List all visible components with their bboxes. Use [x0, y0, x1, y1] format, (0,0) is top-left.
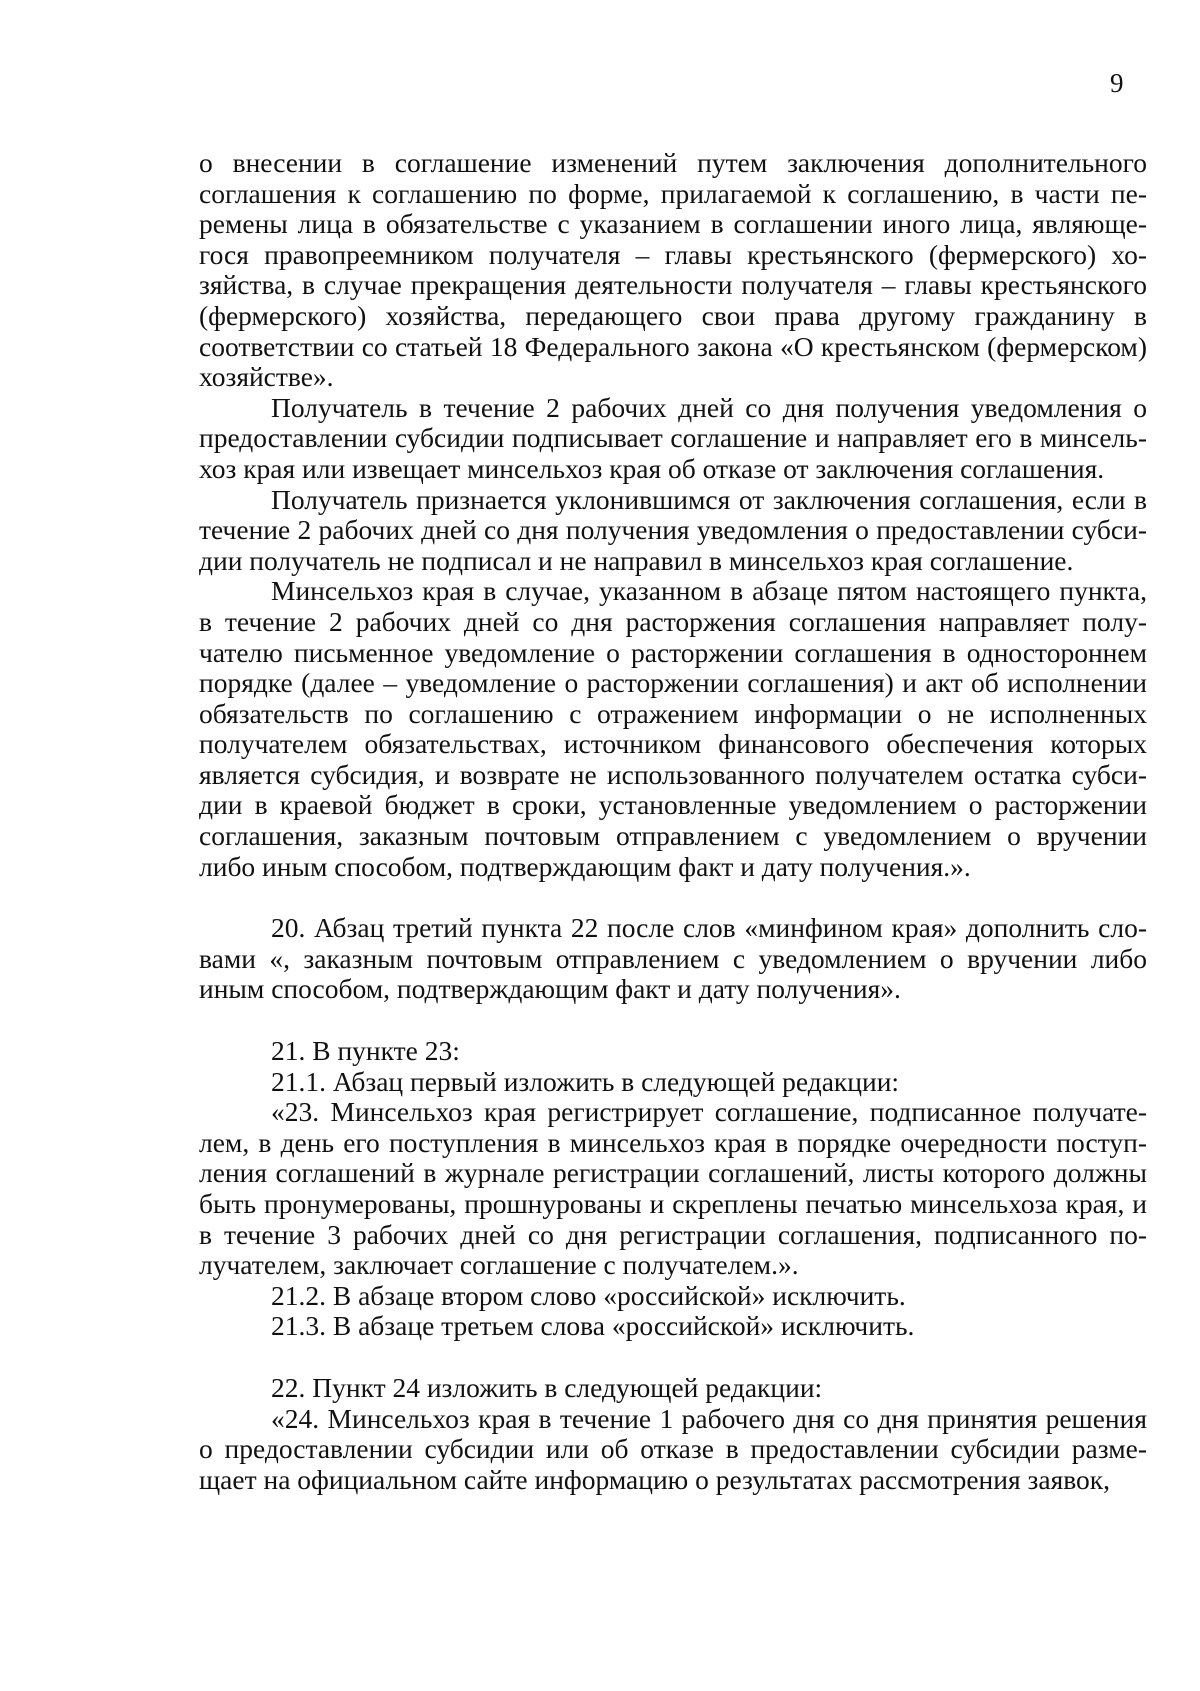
paragraph-item-21-1: 21.1. Абзац первый изложить в следующей редакции: — [271, 1065, 900, 1097]
paragraph-item-21: 21. В пункте 23: — [271, 1035, 460, 1067]
paragraph-item-20: 20. Абзац третий пункта 22 после слов «минфином края» дополнить словами «, заказным почтовым отправлением с уведомлением о вручении либо иным способом, подтверждающим факт и дату получения». — [199, 912, 1147, 1005]
paragraph-recipient-signs: Получатель в течение 2 рабочих дней со дня получения уведомления о предоставлении субсидии подписывает соглашение и направляет его в минсельхоз края или извещает минсельхоз края об отказе от заключения соглашения. — [199, 391, 1147, 484]
paragraph-amendment-continuation: о внесении в соглашение изменений путем заключения дополнительного соглашения к соглашению по форме, прилагаемой к соглашению, в части перемены лица в обязательстве с указанием в соглашении иного лица, являющегося правопреемником получателя – главы крестьянского (фермерского) хозяйства, в случае прекращения деятельности получателя – главы крестьянского (фермерского) хозяйства, передающего свои права другому гражданину в соответствии со статьей 18 Федерального закона «О крестьянском (фермерском) хозяйстве». — [199, 147, 1147, 393]
paragraph-termination-notice: Минсельхоз края в случае, указанном в абзаце пятом настоящего пункта, в течение 2 рабочих дней со дня расторжения соглашения направляет получателю письменное уведомление о расторжении соглашения в одностороннем порядке (далее – уведомление о расторжении соглашения) и акт об исполнении обязательств по соглашению с отражением информации о не исполненных получателем обязательствах, источником финансового обеспечения которых является субсидия, и возврате не использованного получателем остатка субсидии в краевой бюджет в сроки, установленные уведомлением о расторжении соглашения, заказным почтовым отправлением с уведомлением о вручении либо иным способом, подтверждающим факт и дату получения.». — [199, 575, 1147, 882]
paragraph-item-24-text: «24. Минсельхоз края в течение 1 рабочего дня со дня принятия решения о предоставлении субсидии или об отказе в предоставлении субсидии размещает на официальном сайте информацию о результатах рассмотрения заявок, — [199, 1402, 1147, 1495]
paragraph-item-23-text: «23. Минсельхоз края регистрирует соглашение, подписанное получателем, в день его поступления в минсельхоз края в порядке очередности поступления соглашений в журнале регистрации соглашений, листы которого должны быть пронумерованы, прошнурованы и скреплены печатью минсельхоза края, и в течение 3 рабочих дней со дня регистрации соглашения, подписанного получателем, заключает соглашение с получателем.». — [199, 1096, 1147, 1281]
document-body — [199, 148, 1147, 1495]
paragraph-item-21-2: 21.2. В абзаце втором слово «российской» исключить. — [271, 1279, 906, 1311]
page-number: 9 — [1110, 68, 1124, 98]
paragraph-item-21-3: 21.3. В абзаце третьем слова «российской» исключить. — [271, 1310, 915, 1342]
paragraph-recipient-evaded: Получатель признается уклонившимся от заключения соглашения, если в течение 2 рабочих дней со дня получения уведомления о предоставлении субсидии получатель не подписал и не направил в минсельхоз края соглашение. — [199, 483, 1147, 576]
paragraph-item-22: 22. Пункт 24 изложить в следующей редакции: — [271, 1371, 823, 1403]
